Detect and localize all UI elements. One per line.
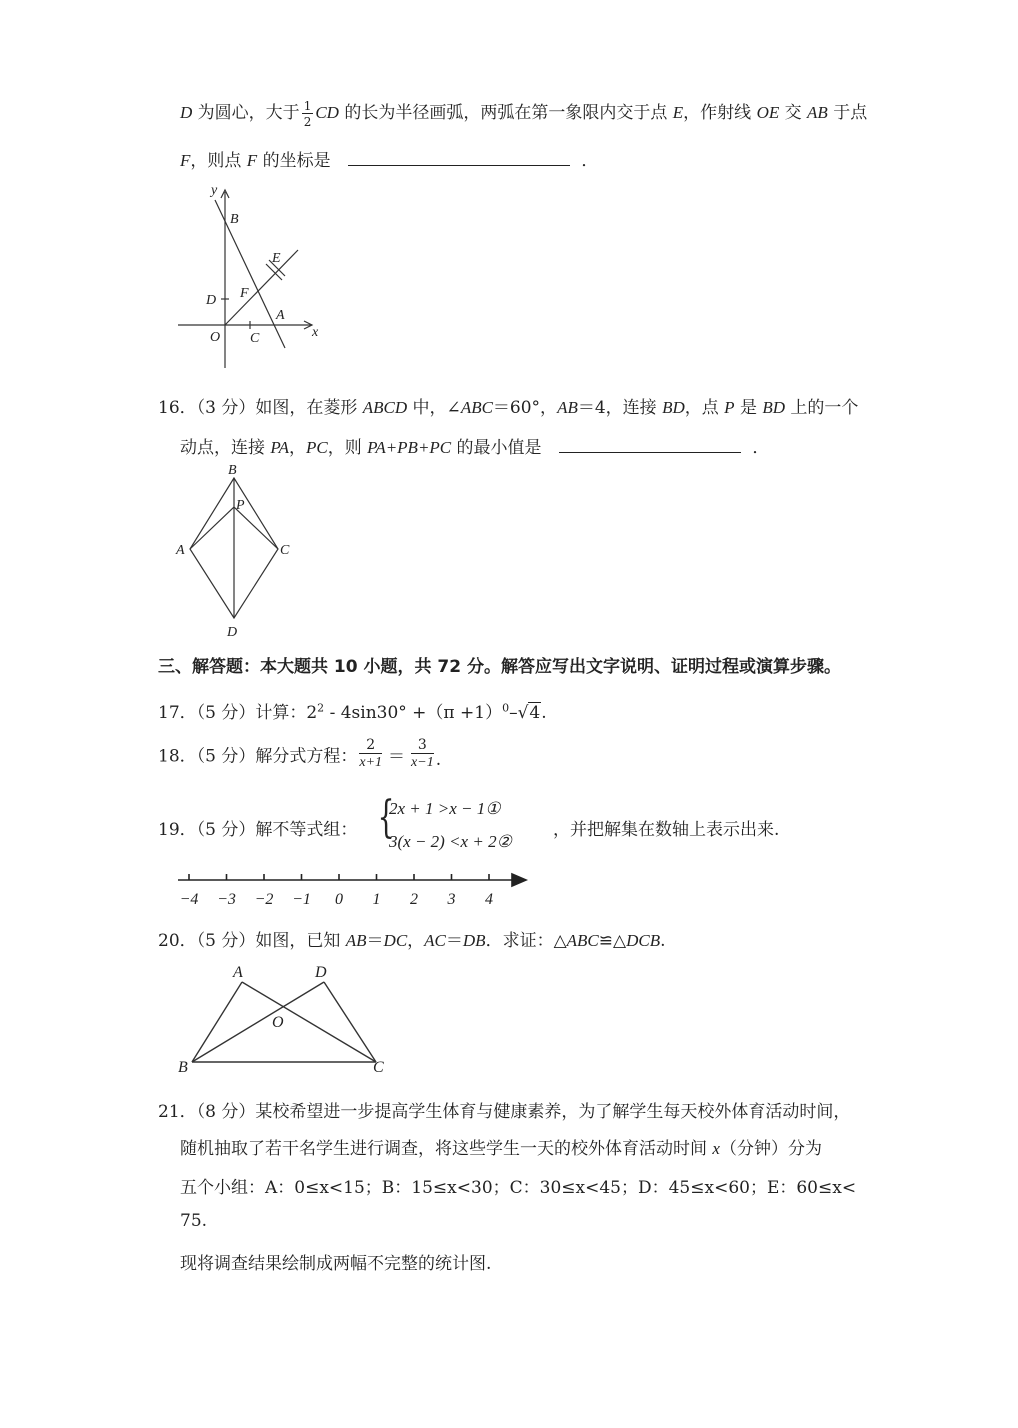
q16-label-b: B	[228, 463, 237, 478]
q19-suffix: ，并把解集在数轴上表示出来.	[553, 820, 780, 840]
number-line-label: −4	[179, 891, 199, 908]
q15-label-e: E	[272, 251, 281, 266]
q15-label-f: F	[240, 286, 249, 301]
q15-figure	[170, 180, 330, 375]
q19-brace: {	[377, 792, 395, 843]
q16-answer-blank[interactable]	[559, 436, 741, 453]
sqrt-sign: √	[517, 703, 529, 723]
q15-label-c: C	[250, 331, 260, 346]
q15-answer-blank[interactable]	[348, 149, 570, 166]
q20-label-a: A	[233, 964, 243, 981]
q15-label-d: D	[206, 293, 217, 308]
q15-label-o: O	[210, 330, 221, 345]
number-line-label: −3	[217, 891, 236, 908]
q16-figure	[170, 460, 310, 642]
q20-segment-bd	[192, 982, 324, 1062]
q18-fraction-left: $\frac{2}{x+1}$	[359, 737, 383, 770]
q20-segment-ac	[242, 982, 376, 1062]
q19-prefix: 19．（5 分）解不等式组：	[158, 820, 358, 840]
q21-line4: 75.	[180, 1211, 208, 1231]
q15-arc-mark-1	[266, 264, 282, 280]
q21-line2: 随机抽取了若干名学生进行调查，将这些学生一天的校外体育活动时间 x（分钟）分为	[180, 1139, 822, 1159]
q15-ray-oe	[225, 250, 298, 325]
q18: 18．（5 分）解分式方程： $\frac{2}{x+1}$ ＝ $\frac{3}{x-1}$ .	[158, 737, 442, 770]
q21-line5: 现将调查结果绘制成两幅不完整的统计图.	[180, 1254, 492, 1274]
number-line-arrow	[512, 874, 526, 886]
q15-label-y: y	[211, 183, 218, 198]
q15-label-x: x	[312, 325, 319, 340]
q16-label-c: C	[280, 543, 290, 558]
q20-segment-dc	[324, 982, 376, 1062]
q15-var-d: D	[180, 103, 193, 122]
q15-label-a: A	[276, 308, 285, 323]
number-line-label: 3	[447, 891, 456, 908]
q19-row-1: 2x + 1 >x − 1①	[389, 799, 501, 818]
q21-line3: 五个小组：A：0≤x<15；B：15≤x<30；C：30≤x<45；D：45≤x<60；E：60≤x<	[180, 1178, 857, 1198]
q20-label-c: C	[373, 1059, 384, 1076]
q15-line2: F，则点 F 的坐标是 ．	[180, 151, 599, 171]
q20-segment-ba	[192, 982, 242, 1062]
q16-label-p: P	[236, 498, 245, 513]
section-3-heading: 三、解答题：本大题共 10 小题，共 72 分。解答应写出文字说明、证明过程或演算步骤。	[158, 657, 841, 677]
q21-line1: 21．（8 分）某校希望进一步提高学生体育与健康素养，为了解学生每天校外体育活动时间，	[158, 1102, 851, 1122]
q20-figure	[174, 960, 394, 1078]
q20-label-b: B	[178, 1059, 188, 1076]
number-line-label: 1	[372, 891, 381, 908]
number-line-label: 2	[410, 891, 418, 908]
q16-label-d: D	[227, 625, 238, 640]
q20-label-o: O	[272, 1014, 284, 1031]
q17: 17．（5 分）计算：$2^2 - 4\sin 30^\circ +(\pi +1)^0-√4$.	[158, 701, 547, 723]
q15-line1: D 为圆心，大于 $\frac{1}{2}$ CD 的长为半径画弧，两弧在第一象限内交于点 E，作射线 OE 交 AB 于点	[180, 98, 868, 129]
q19-row-2: 3(x − 2) <x + 2②	[389, 832, 512, 851]
number-line	[176, 862, 530, 912]
number-line-label: 0	[335, 891, 343, 908]
q20-label-d: D	[315, 964, 327, 981]
q16-line1: 16．（3 分）如图，在菱形 ABCD 中，∠ABC＝60°，AB＝4，连接 BD，点 P 是 BD 上的一个	[158, 398, 859, 418]
q16-line2: 动点，连接 PA，PC，则 PA+PB+PC 的最小值是 ．	[180, 438, 770, 458]
q20: 20．（5 分）如图，已知 AB＝DC，AC＝DB．求证：△ABC≌△DCB.	[158, 931, 666, 951]
number-line-label: −1	[292, 891, 311, 908]
q18-fraction-right: $\frac{3}{x-1}$	[411, 737, 434, 770]
q15-label-b: B	[230, 212, 239, 227]
q16-label-a: A	[176, 543, 185, 558]
q15-fraction: $\frac{1}{2}$	[303, 98, 312, 129]
number-line-label: 4	[485, 891, 493, 908]
number-line-label: −2	[254, 891, 274, 908]
